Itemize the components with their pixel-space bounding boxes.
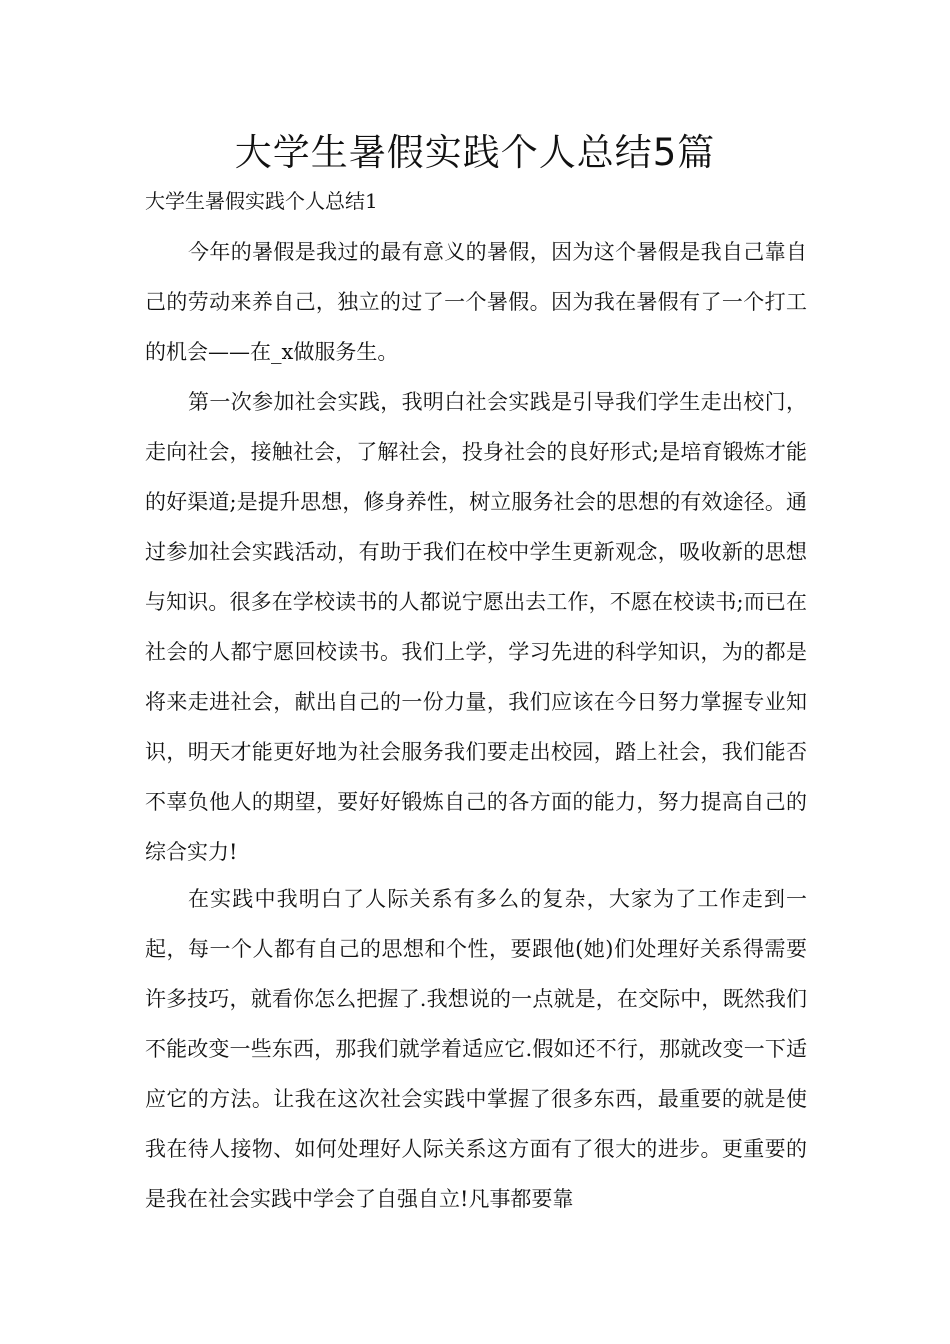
section-heading: 大学生暑假实践个人总结1 <box>145 189 378 213</box>
paragraph-1: 今年的暑假是我过的最有意义的暑假，因为这个暑假是我自己靠自己的劳动来养自己，独立的过了一个暑假。因为我在暑假有了一个打工的机会——在_x做服务生。 <box>145 240 807 364</box>
paragraph-3: 在实践中我明白了人际关系有多么的复杂，大家为了工作走到一起，每一个人都有自己的思想和个性，要跟他(她)们处理好关系得需要许多技巧，就看你怎么把握了.我想说的一点就是，在交际中，既然我们不能改变一些东西，那我们就学着适应它.假如还不行，那就改变一下适应它的方法。让我在这次社会实践中掌握了很多东西，最重要的就是使我在待人接物、如何处理好人际关系这方面有了很大的进步。更重要的是我在社会实践中学会了自强自立!凡事都要靠 <box>145 887 807 1211</box>
paragraph-2: 第一次参加社会实践，我明白社会实践是引导我们学生走出校门，走向社会，接触社会，了解社会，投身社会的良好形式;是培育锻炼才能的好渠道;是提升思想，修身养性，树立服务社会的思想的有效途径。通过参加社会实践活动，有助于我们在校中学生更新观念，吸收新的思想与知识。很多在学校读书的人都说宁愿出去工作，不愿在校读书;而已在社会的人都宁愿回校读书。我们上学，学习先进的科学知识，为的都是将来走进社会，献出自己的一份力量，我们应该在今日努力掌握专业知识，明天才能更好地为社会服务我们要走出校园，踏上社会，我们能否不辜负他人的期望，要好好锻炼自己的各方面的能力，努力提高自己的综合实力! <box>145 390 807 864</box>
document-title: 大学生暑假实践个人总结5篇 <box>234 131 716 174</box>
